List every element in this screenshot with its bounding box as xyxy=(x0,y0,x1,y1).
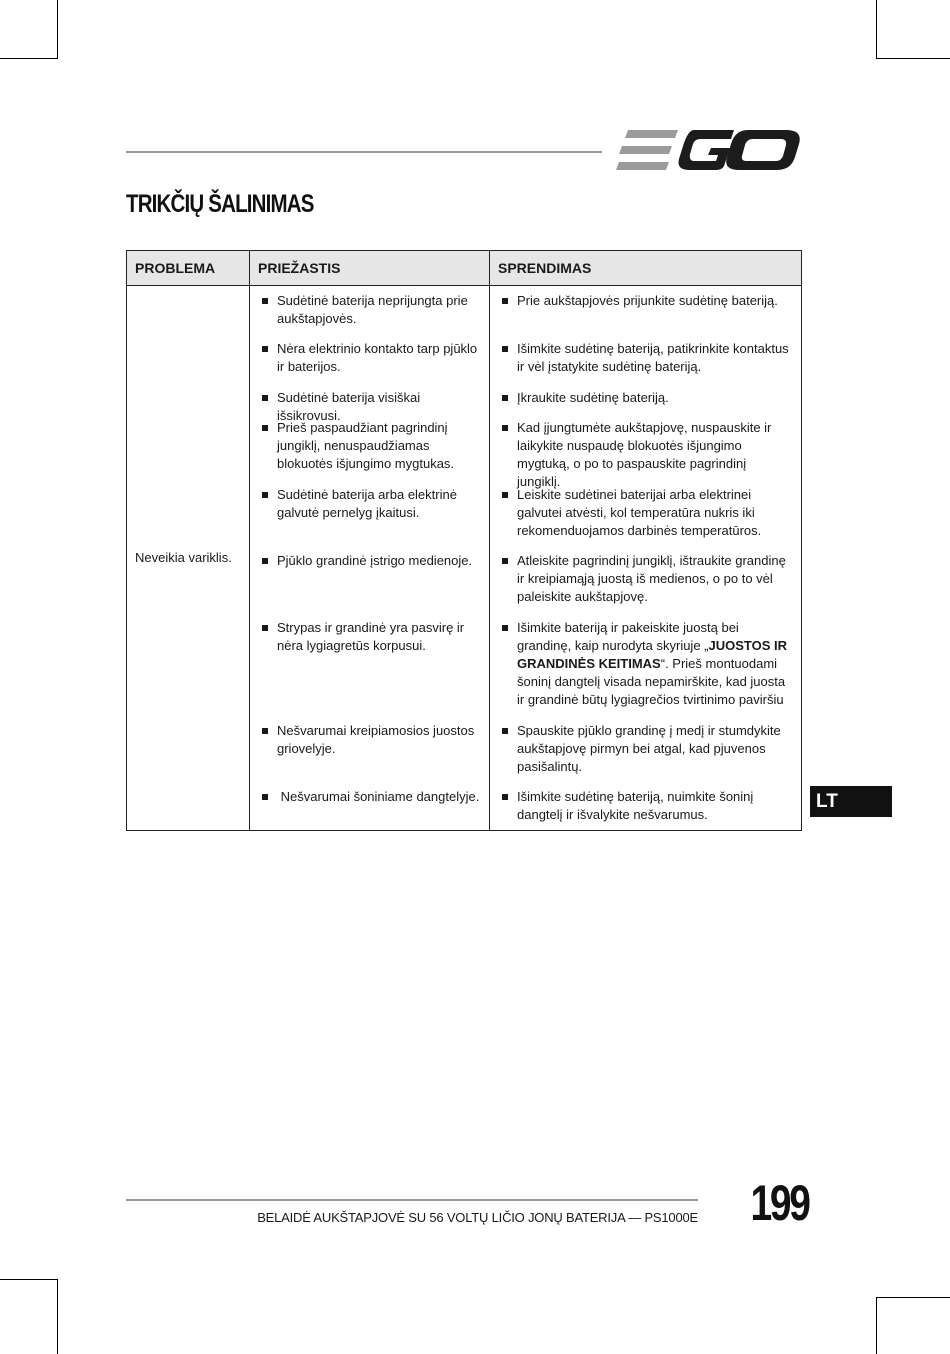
footer-text: BELAIDĖ AUKŠTAPJOVĖ SU 56 VOLTŲ LIČIO JONŲ BATERIJA — PS1000E xyxy=(257,1210,698,1225)
column-header-cause: PRIEŽASTIS xyxy=(250,251,490,286)
list-item xyxy=(498,383,793,413)
column-header-problem: PROBLEMA xyxy=(127,251,250,286)
bullet-icon xyxy=(262,625,268,631)
solution-text: Įkraukite sudėtinę bateriją. xyxy=(517,390,669,405)
solution-text: Leiskite sudėtinei baterijai arba elektrinei galvutei atvėsti, kol temperatūra nukris iki rekomenduojamos darbinės temperatūros. xyxy=(517,487,762,538)
bullet-icon xyxy=(262,395,268,401)
solution-text: Išimkite sudėtinę bateriją, patikrinkite kontaktus ir vėl įstatykite sudėtinę bateriją. xyxy=(517,341,789,374)
bullet-icon xyxy=(502,425,508,431)
list-item xyxy=(498,613,793,716)
table-header-row xyxy=(127,251,802,286)
crop-mark xyxy=(57,1279,58,1354)
solution-text-before: Išimkite bateriją ir pakeiskite juostą bei grandinę, kaip nurodyta skyriuje „ xyxy=(517,620,739,653)
list-item xyxy=(258,334,481,383)
list-item xyxy=(498,546,793,613)
crop-mark xyxy=(876,58,950,59)
ego-logo xyxy=(616,128,802,174)
list-item xyxy=(498,480,793,546)
list-item xyxy=(258,413,481,480)
list-item xyxy=(258,716,481,782)
solutions-cell xyxy=(490,286,802,831)
bullet-icon xyxy=(262,492,268,498)
list-item xyxy=(258,480,481,546)
problem-text: Neveikia variklis. xyxy=(135,550,232,565)
bullet-icon xyxy=(502,794,508,800)
bullet-icon xyxy=(502,492,508,498)
page-number: 199 xyxy=(750,1175,809,1231)
cause-text: Sudėtinė baterija arba elektrinė galvutė pernelyg įkaitusi. xyxy=(277,487,457,520)
bullet-icon xyxy=(502,625,508,631)
bullet-icon xyxy=(262,558,268,564)
list-item xyxy=(498,716,793,782)
bullet-icon xyxy=(262,794,268,800)
cause-text: Sudėtinė baterija neprijungta prie aukštapjovės. xyxy=(277,293,468,326)
solution-text: Spauskite pjūklo grandinę į medį ir stumdykite aukštapjovę pirmyn bei atgal, kad pjuvenos pasišalintų. xyxy=(517,723,781,774)
troubleshooting-table xyxy=(126,250,802,831)
list-item xyxy=(258,613,481,716)
section-reference: JUOSTOS IR GRANDINĖS KEITIMAS xyxy=(517,638,788,671)
list-item xyxy=(258,546,481,613)
problem-cell xyxy=(127,286,250,831)
cause-text: Strypas ir grandinė yra pasvirę ir nėra lygiagretūs korpusui. xyxy=(277,620,465,653)
page-title: TRIKČIŲ ŠALINIMAS xyxy=(126,190,314,218)
solution-text: Kad įjungtumėte aukštapjovę, nuspauskite ir laikykite nuspaudę blokuotės išjungimo mygtuką, o po to paspauskite pagrindinį jungiklį. xyxy=(517,420,772,489)
column-header-solution: SPRENDIMAS xyxy=(490,251,802,286)
list-item xyxy=(498,286,793,334)
bullet-icon xyxy=(262,728,268,734)
bullet-icon xyxy=(502,728,508,734)
cause-text: Nešvarumai šoniniame dangtelyje. xyxy=(277,789,480,804)
header-rule xyxy=(126,151,602,153)
list-item xyxy=(498,334,793,383)
bullet-icon xyxy=(502,298,508,304)
crop-mark xyxy=(0,58,58,59)
list-item xyxy=(258,383,481,423)
solution-text: Atleiskite pagrindinį jungiklį, ištraukite grandinę ir kreipiamąją juostą iš medienos, o po to vėl paleiskite aukštapjovę. xyxy=(517,553,786,604)
cause-text: Pjūklo grandinė įstrigo medienoje. xyxy=(277,553,473,568)
footer-rule xyxy=(126,1199,698,1201)
solution-text-after: “. Prieš montuodami šoninį dangtelį visada nepamirškite, kad juosta ir grandinė būtų lygiagrečios tvirtinimo paviršiu xyxy=(517,656,786,707)
table-row xyxy=(127,286,802,831)
bullet-icon xyxy=(262,425,268,431)
list-item xyxy=(498,413,793,489)
crop-mark xyxy=(876,1297,877,1354)
solution-text: Prie aukštapjovės prijunkite sudėtinę bateriją. xyxy=(517,293,778,308)
list-item xyxy=(258,286,481,334)
solution-text xyxy=(517,619,793,709)
solution-text: Išimkite sudėtinę bateriją, nuimkite šoninį dangtelį ir išvalykite nešvarumus. xyxy=(517,789,754,822)
bullet-icon xyxy=(502,346,508,352)
list-item xyxy=(258,782,481,830)
cause-text: Nėra elektrinio kontakto tarp pjūklo ir baterijos. xyxy=(277,341,478,374)
crop-mark xyxy=(876,1297,950,1298)
causes-cell xyxy=(250,286,490,831)
list-item xyxy=(498,782,793,830)
bullet-icon xyxy=(262,346,268,352)
crop-mark xyxy=(0,1279,58,1280)
bullet-icon xyxy=(262,298,268,304)
crop-mark xyxy=(876,0,877,59)
bullet-icon xyxy=(502,395,508,401)
crop-mark xyxy=(57,0,58,59)
bullet-icon xyxy=(502,558,508,564)
language-tab: LT xyxy=(810,786,892,817)
cause-text: Sudėtinė baterija visiškai išsikrovusi. xyxy=(277,390,421,423)
cause-text: Nešvarumai kreipiamosios juostos griovelyje. xyxy=(277,723,475,756)
cause-text: Prieš paspaudžiant pagrindinį jungiklį, nenuspaudžiamas blokuotės išjungimo mygtukas. xyxy=(277,420,455,471)
